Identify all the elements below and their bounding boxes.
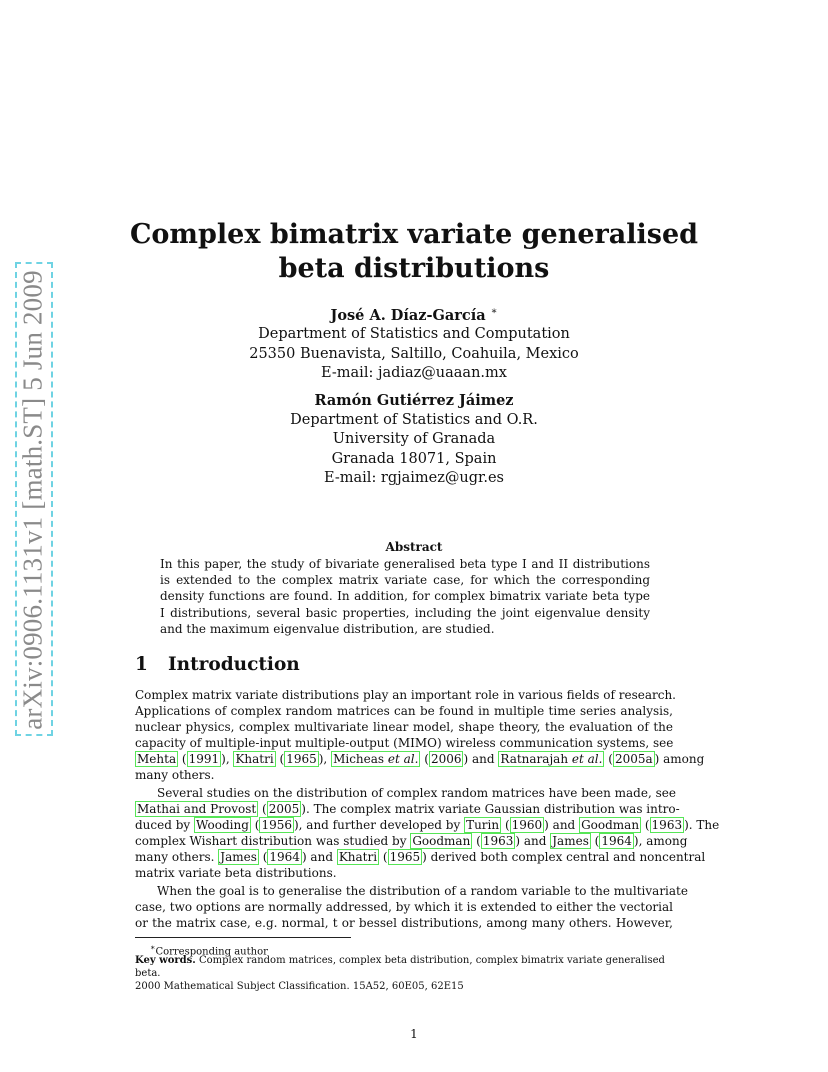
section-heading — [135, 654, 300, 675]
text-line-with-citations: many others. James ( 1964 ) and Khatri ( 1965 ) derived both complex central and noncentral — [135, 850, 706, 864]
citation-year-link[interactable]: 1964 — [269, 850, 300, 864]
citation-link[interactable]: Micheas et al. — [333, 752, 419, 766]
section-title: Introduction — [168, 654, 300, 675]
citation-year-link[interactable]: 1965 — [389, 850, 421, 864]
citation-link[interactable]: Khatri — [338, 850, 378, 864]
author-2-affiliation-3: Granada 18071, Spain — [331, 450, 497, 467]
author-1-affiliation-1: Department of Statistics and Computation — [258, 326, 570, 343]
citation-year-link[interactable]: 2006 — [430, 752, 462, 766]
text-line: many others. — [135, 768, 215, 782]
text-line-with-citations: Mehta ( 1991 ), Khatri ( 1965 ), Micheas et al. ( 2006 ) and Ratnarajah et al. ( 2005a ) among — [137, 752, 705, 766]
citation-year-link[interactable]: 1965 — [286, 752, 317, 766]
text-line: capacity of multiple-input multiple-output (MIMO) wireless communication systems, see — [135, 736, 674, 750]
author-2-affiliation-2: University of Granada — [332, 431, 496, 447]
text-line: matrix variate beta distributions. — [135, 866, 337, 880]
author-1-name: José A. Díaz-García ∗ — [330, 306, 498, 324]
text-line: When the goal is to generalise the distribution of a random variable to the multivariate — [157, 884, 688, 898]
page-number: 1 — [410, 1027, 418, 1041]
author-2-block — [150, 391, 678, 489]
text-line-with-citations: Mathai and Provost ( 2005 ). The complex matrix variate Gaussian distribution was intro- — [137, 802, 680, 816]
author-1-block — [150, 302, 678, 384]
paper-title — [100, 218, 728, 286]
keywords-continued: beta. — [135, 968, 161, 979]
text-line-with-citations: duced by Wooding ( 1956 ), and further developed by Turin ( 1960 ) and Goodman ( 1963 ). The — [135, 818, 720, 832]
abstract-text: In this paper, the study of bivariate generalised beta type I and II distributions is extended to the complex matrix variate case, for which the corresponding density functions are found. In addition, for complex bimatrix variate beta type I distributions, several basic properties, including the joint eigenvalue density and the maximum eigenvalue distribution, are studied. — [160, 557, 650, 636]
text-line: Applications of complex random matrices can be found in multiple time series analysis, — [135, 704, 673, 718]
citation-year-link[interactable]: 1956 — [261, 818, 292, 832]
citation-link[interactable]: Goodman — [581, 818, 640, 832]
citation-year-link[interactable]: 1963 — [482, 834, 514, 848]
title-line-2: beta distributions — [278, 253, 550, 284]
author-2-name: Ramón Gutiérrez Jáimez — [314, 392, 514, 409]
author-1-footnote-mark[interactable]: ∗ — [490, 306, 498, 317]
citation-link[interactable]: Mehta — [137, 752, 177, 766]
text-line: nuclear physics, complex multivariate linear model, shape theory, the evaluation of the — [135, 720, 673, 734]
citation-link[interactable]: Goodman — [412, 834, 471, 848]
citation-link[interactable]: James — [220, 850, 257, 864]
citation-year-link[interactable]: 1964 — [601, 834, 632, 848]
abstract-heading: Abstract — [385, 540, 443, 554]
author-1-affiliation-2: 25350 Buenavista, Saltillo, Coahuila, Mexico — [249, 345, 579, 362]
msc-classification: 2000 Mathematical Subject Classification. 15A52, 60E05, 62E15 — [135, 981, 464, 992]
keywords: Key words. Complex random matrices, complex beta distribution, complex bimatrix variate generalised — [135, 955, 665, 966]
citation-link[interactable]: Wooding — [196, 818, 249, 832]
citation-year-link[interactable]: 2005 — [268, 802, 300, 816]
author-2-affiliation-1: Department of Statistics and O.R. — [290, 411, 538, 428]
text-line: case, two options are normally addressed, by which it is extended to either the vectorial — [135, 900, 673, 914]
citation-year-link[interactable]: 2005a — [614, 752, 653, 766]
citation-year-link[interactable]: 1991 — [188, 752, 220, 766]
footnote-rule — [135, 937, 351, 938]
text-line: Several studies on the distribution of complex random matrices have been made, see — [157, 786, 676, 800]
citation-year-link[interactable]: 1963 — [651, 818, 683, 832]
author-1-email: E-mail: jadiaz@uaaan.mx — [321, 365, 507, 382]
citation-link[interactable]: Ratnarajah et al. — [500, 752, 603, 766]
footnote-corresponding-author: ∗Corresponding author — [150, 943, 268, 958]
citation-link[interactable]: Mathai and Provost — [137, 802, 257, 816]
title-line-1: Complex bimatrix variate generalised — [129, 219, 699, 250]
author-2-email: E-mail: rgjaimez@ugr.es — [324, 470, 504, 486]
citation-year-link[interactable]: 1960 — [511, 818, 543, 832]
citation-link[interactable]: Khatri — [235, 752, 274, 766]
text-line: or the matrix case, e.g. normal, t or bessel distributions, among many others. However, — [135, 916, 673, 930]
text-line-with-citations: complex Wishart distribution was studied by Goodman ( 1963 ) and James ( 1964 ), among — [135, 834, 688, 848]
arxiv-identifier[interactable]: arXiv:0906.1131v1 [math.ST] 5 Jun 2009 — [17, 270, 48, 730]
text-line: Complex matrix variate distributions play an important role in various fields of research. — [135, 688, 676, 702]
citation-link[interactable]: Turin — [466, 818, 500, 832]
citation-link[interactable]: James — [552, 834, 589, 848]
section-number: 1 — [135, 654, 148, 675]
